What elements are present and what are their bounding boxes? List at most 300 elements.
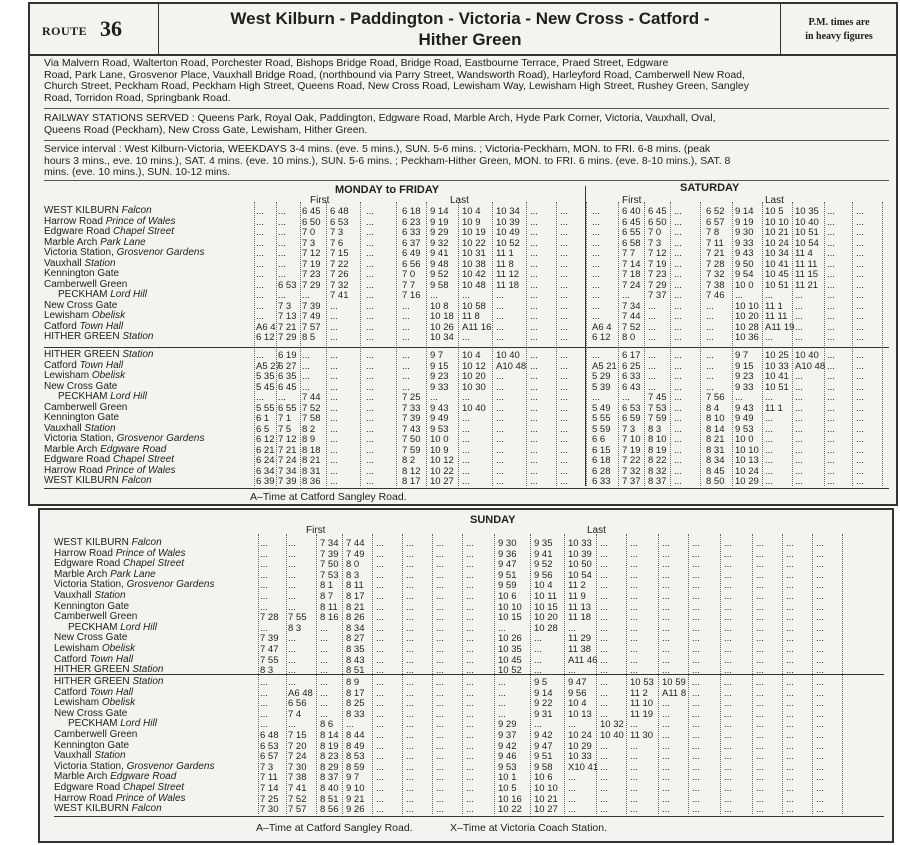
sun-down-cell: 7 55: [288, 612, 307, 624]
sat-up-cell: 6 53: [622, 402, 641, 414]
sat-down-cell: ...: [856, 321, 864, 333]
mf-up-cell: 10 22: [430, 465, 454, 477]
stop-main: Catford: [54, 653, 90, 665]
sun-down-cell: ...: [376, 654, 384, 666]
sun-down-cell: ...: [724, 665, 732, 677]
sun-up-cell: ...: [376, 719, 384, 731]
sun-up-cell: 9 21: [346, 793, 365, 805]
column-rule: [300, 202, 301, 486]
sun-down-cell: ...: [376, 548, 384, 560]
sun-up-cell: 9 37: [498, 730, 517, 741]
mf-down-cell: 7 3: [278, 300, 292, 312]
sat-up-cell: ...: [674, 381, 682, 393]
stop-main: Harrow Road: [44, 464, 106, 476]
sun-up-cell: 8 44: [346, 730, 365, 741]
stop-main: PECKHAM: [68, 621, 121, 633]
sun-up-cell: ...: [662, 708, 670, 720]
sat-down-cell: ...: [706, 311, 714, 322]
mf-down-cell: 10 18: [430, 311, 454, 322]
sun-up-cell: ...: [630, 751, 638, 763]
weekday-saturday-timetable: [28, 2, 898, 506]
mf-up-cell: ...: [560, 413, 568, 424]
sun-up-cell: ...: [816, 698, 824, 710]
mf-up-cell: ...: [330, 402, 338, 414]
mf-up-cell: ...: [366, 455, 374, 466]
sun-down-cell: ...: [630, 654, 638, 666]
sun-up-cell: ...: [786, 772, 794, 784]
sat-down-cell: 10 45: [765, 269, 789, 280]
mf-down-cell: ...: [366, 269, 374, 280]
sat-down-cell: ...: [674, 321, 682, 333]
sat-down-cell: ...: [592, 248, 600, 259]
sun-up-cell: 8 17: [346, 687, 365, 699]
mf-down-cell: 9 58: [430, 279, 449, 291]
sat-down-cell: 7 34: [622, 300, 641, 312]
mf-up-cell: ...: [462, 455, 470, 466]
mf-up-cell: ...: [366, 465, 374, 477]
mf-up-cell: ...: [496, 402, 504, 414]
mf-down-cell: ...: [530, 258, 538, 270]
sun-down-cell: ...: [756, 548, 764, 560]
sun-down-cell: ...: [756, 591, 764, 602]
sun-up-cell: 9 42: [534, 730, 553, 741]
mf-down-cell: 11 1: [496, 248, 514, 259]
divider: [44, 180, 889, 181]
sun-down-cell: 10 26: [498, 633, 522, 645]
mf-down-cell: 9 48: [430, 258, 449, 270]
sun-up-cell: 10 1: [498, 772, 517, 784]
sun-up-cell: 10 6: [534, 772, 553, 784]
mf-down-cell: 7 57: [302, 321, 321, 333]
sat-down-cell: 10 10: [765, 216, 789, 228]
mf-down-cell: 10 38: [462, 258, 486, 270]
sun-down-cell: 10 11: [534, 591, 558, 602]
sun-up-cell: 8 19: [320, 740, 339, 752]
sun-up-cell: ...: [466, 740, 474, 752]
mf-up-cell: A10 48: [496, 360, 527, 372]
mf-up-cell: ...: [462, 423, 470, 435]
stop-main: Victoria Station,: [54, 760, 127, 772]
mf-up-cell: ...: [560, 444, 568, 456]
mf-up-cell: 6 35: [278, 371, 297, 382]
section-rule: [44, 347, 889, 348]
mf-down-cell: 10 49: [496, 227, 520, 238]
sat-down-cell: 10 0: [735, 279, 754, 291]
mf-down-cell: ...: [256, 300, 264, 312]
sat-down-cell: ...: [856, 311, 864, 322]
stop-main: HITHER GREEN: [54, 676, 133, 687]
sun-down-cell: ...: [406, 633, 414, 645]
sun-up-cell: ...: [498, 677, 506, 688]
mf-down-cell: ...: [530, 248, 538, 259]
mf-up-cell: 6 24: [256, 455, 275, 466]
sun-down-cell: 11 2: [568, 580, 586, 592]
sun-up-cell: ...: [724, 687, 732, 699]
sun-up-cell: 7 14: [260, 783, 279, 794]
sun-up-cell: ...: [436, 740, 444, 752]
mf-up-cell: ...: [462, 413, 470, 424]
sun-up-cell: ...: [498, 687, 506, 699]
sun-down-cell: ...: [756, 622, 764, 634]
sun-up-cell: 9 42: [498, 740, 517, 752]
sat-down-cell: ...: [674, 300, 682, 312]
sat-down-cell: 7 21: [706, 248, 725, 259]
mf-up-cell: 9 23: [430, 371, 449, 382]
sat-up-cell: ...: [765, 465, 773, 477]
sun-down-cell: ...: [630, 559, 638, 571]
mf-up-cell: ...: [496, 371, 504, 382]
sat-up-cell: ...: [827, 392, 835, 403]
stop-main: Kennington Gate: [54, 600, 130, 612]
sun-up-cell: ...: [600, 772, 608, 784]
mf-down-cell: ...: [560, 321, 568, 333]
sun-down-cell: ...: [662, 665, 670, 677]
pm-note: [789, 16, 889, 44]
sun-down-cell: ...: [724, 569, 732, 581]
sun-down-cell: ...: [376, 601, 384, 613]
roads-line: Via Malvern Road, Walterton Road, Porchester Road, Bishops Bridge Road, Bridge Road, Eastbourne Terrace, Praed Street, Edgware: [44, 57, 669, 69]
sun-down-cell: ...: [376, 538, 384, 549]
sun-up-cell: ...: [320, 698, 328, 710]
mf-down-cell: ...: [256, 258, 264, 270]
sun-down-cell: ...: [662, 559, 670, 571]
sun-up-cell: ...: [288, 719, 296, 731]
sat-down-cell: ...: [856, 300, 864, 312]
sat-down-cell: ...: [827, 206, 835, 217]
sat-down-cell: 7 23: [648, 269, 667, 280]
mf-up-cell: 8 31: [302, 465, 321, 477]
mf-down-cell: 7 41: [330, 290, 349, 301]
mf-up-cell: 10 40: [462, 402, 486, 414]
sun-down-cell: ...: [662, 633, 670, 645]
sun-down-cell: ...: [630, 665, 638, 677]
sun-up-cell: ...: [816, 687, 824, 699]
sat-down-cell: 11 11: [795, 258, 818, 270]
mf-down-cell: ...: [560, 237, 568, 249]
sat-up-cell: ...: [795, 444, 803, 456]
sat-down-cell: ...: [674, 269, 682, 280]
sun-down-cell: ...: [786, 548, 794, 560]
mf-down-cell: 10 34: [430, 332, 454, 343]
sat-down-cell: 9 50: [735, 258, 754, 270]
column-rule: [732, 202, 733, 486]
sun-down-cell: ...: [662, 569, 670, 581]
sun-down-cell: ...: [320, 644, 328, 655]
sun-down-cell: ...: [816, 538, 824, 549]
sun-down-cell: ...: [786, 591, 794, 602]
stop-location: Falcon: [131, 803, 162, 815]
sun-down-cell: ...: [786, 559, 794, 571]
sun-up-cell: 8 51: [320, 793, 339, 805]
sun-down-cell: ...: [662, 654, 670, 666]
stop-main: Vauxhall: [54, 590, 95, 601]
sun-up-cell: ...: [260, 677, 268, 688]
sun-up-cell: ...: [816, 730, 824, 741]
sun-down-cell: ...: [376, 559, 384, 571]
stop-main: Marble Arch: [44, 236, 101, 248]
sun-up-cell: ...: [630, 783, 638, 794]
sun-up-cell: A11 8: [662, 687, 687, 699]
sat-down-cell: ...: [592, 279, 600, 291]
mf-down-cell: ...: [496, 311, 504, 322]
sun-up-cell: 6 57: [260, 751, 279, 763]
sun-down-cell: ...: [466, 591, 474, 602]
mf-down-cell: ...: [430, 290, 438, 301]
sun-down-cell: ...: [288, 644, 296, 655]
sat-up-cell: ...: [827, 402, 835, 414]
mf-up-cell: ...: [302, 350, 310, 361]
stop-location: Obelisk: [91, 370, 126, 381]
sun-up-cell: ...: [816, 804, 824, 816]
sun-up-cell: ...: [724, 740, 732, 752]
sat-up-cell: ...: [765, 392, 773, 403]
sun-down-cell: ...: [436, 633, 444, 645]
mf-down-cell: ...: [530, 279, 538, 291]
sun-down-cell: ...: [406, 644, 414, 655]
sun-up-cell: ...: [692, 708, 700, 720]
sun-down-cell: ...: [466, 633, 474, 645]
mf-up-cell: ...: [530, 423, 538, 435]
stop-main: Kennington Gate: [54, 739, 130, 751]
stop-name: [44, 332, 153, 343]
sun-up-cell: ...: [786, 751, 794, 763]
sun-down-cell: 8 51: [346, 665, 365, 677]
sat-down-cell: 11 11: [765, 311, 788, 322]
sun-down-cell: ...: [288, 538, 296, 549]
sun-down-cell: ...: [786, 654, 794, 666]
mf-down-cell: 9 41: [430, 248, 449, 259]
sun-up-cell: ...: [786, 793, 794, 805]
mf-down-cell: 10 4: [462, 206, 481, 217]
sun-down-cell: ...: [692, 622, 700, 634]
column-rule: [700, 202, 701, 486]
sat-down-cell: ...: [735, 290, 743, 301]
sun-up-cell: 7 41: [288, 783, 307, 794]
sun-up-cell: 8 33: [346, 708, 365, 720]
sun-up-cell: ...: [466, 751, 474, 763]
mf-down-cell: 6 48: [330, 206, 349, 217]
sun-up-cell: ...: [816, 719, 824, 731]
mf-up-cell: ...: [256, 350, 264, 361]
sun-up-cell: 10 10: [534, 783, 558, 794]
sun-down-cell: ...: [756, 612, 764, 624]
sun-up-cell: 8 9: [346, 677, 360, 688]
sat-down-cell: 7 37: [648, 290, 667, 301]
sat-up-cell: 8 22: [648, 455, 667, 466]
sun-up-cell: 8 40: [320, 783, 339, 794]
sat-up-cell: ...: [706, 371, 714, 382]
sat-up-cell: ...: [674, 350, 682, 361]
sun-down-cell: 9 36: [498, 548, 517, 560]
sat-down-cell: 7 32: [706, 269, 725, 280]
sun-down-cell: 7 39: [320, 548, 339, 560]
mf-up-cell: 10 0: [430, 434, 449, 445]
mf-up-cell: ...: [462, 392, 470, 403]
sat-up-cell: 9 49: [735, 413, 754, 424]
stop-main: Camberwell Green: [54, 611, 138, 623]
sun-up-cell: ...: [568, 804, 576, 816]
sun-up-cell: ...: [724, 772, 732, 784]
sun-up-cell: ...: [662, 772, 670, 784]
stop-location: Falcon: [131, 537, 162, 548]
sun-up-cell: ...: [320, 708, 328, 720]
mf-up-cell: ...: [430, 392, 438, 403]
sat-up-cell: ...: [674, 423, 682, 435]
sun-down-cell: ...: [692, 538, 700, 549]
stop-location: Station: [122, 331, 154, 342]
mf-down-cell: ...: [402, 311, 410, 322]
sun-down-cell: ...: [600, 580, 608, 592]
sat-up-cell: ...: [648, 381, 656, 393]
sat-up-cell: 6 33: [592, 476, 611, 487]
mf-down-cell: ...: [330, 300, 338, 312]
mf-down-cell: 10 9: [462, 216, 481, 228]
sat-down-cell: ...: [674, 290, 682, 301]
sun-up-cell: 10 13: [568, 708, 592, 720]
sun-down-cell: ...: [498, 622, 506, 634]
sun-down-cell: ...: [786, 601, 794, 613]
sun-up-cell: ...: [406, 698, 414, 710]
sat-up-cell: ...: [765, 476, 773, 487]
mf-down-cell: 6 53: [330, 216, 349, 228]
sat-down-cell: ...: [795, 290, 803, 301]
mf-up-cell: ...: [366, 413, 374, 424]
sun-down-cell: ...: [816, 559, 824, 571]
sun-down-cell: 7 34: [320, 538, 339, 549]
sat-up-cell: ...: [856, 423, 864, 435]
mf-up-cell: ...: [530, 402, 538, 414]
sun-down-cell: 10 39: [568, 548, 592, 560]
sun-down-cell: ...: [724, 591, 732, 602]
sunday-footnote-x: X–Time at Victoria Coach Station.: [450, 822, 607, 834]
sun-up-cell: 8 14: [320, 730, 339, 741]
sun-down-cell: 10 20: [534, 612, 558, 624]
column-rule: [644, 202, 645, 486]
mf-down-cell: ...: [402, 332, 410, 343]
sun-down-cell: ...: [376, 665, 384, 677]
section-rule: [54, 816, 884, 817]
mf-down-cell: ...: [278, 237, 286, 249]
mf-up-cell: 7 21: [278, 444, 297, 456]
sun-down-cell: ...: [466, 665, 474, 677]
sat-down-cell: ...: [622, 290, 630, 301]
sat-down-cell: 10 36: [735, 332, 759, 343]
mf-up-cell: ...: [560, 392, 568, 403]
sat-up-cell: ...: [827, 350, 835, 361]
sun-down-cell: ...: [816, 654, 824, 666]
sun-down-cell: ...: [600, 538, 608, 549]
mf-down-cell: 6 12: [256, 332, 275, 343]
sun-up-cell: ...: [376, 751, 384, 763]
mf-down-cell: ...: [278, 206, 286, 217]
sat-up-cell: 10 40: [795, 350, 819, 361]
sun-down-cell: ...: [756, 654, 764, 666]
sun-up-cell: ...: [756, 687, 764, 699]
sat-down-cell: 6 45: [648, 206, 667, 217]
stop-location: Station: [94, 750, 126, 762]
stop-location: Grosvenor Gardens: [116, 433, 205, 444]
sat-down-cell: 7 44: [622, 311, 641, 322]
sun-down-cell: ...: [320, 665, 328, 677]
sun-down-cell: ...: [436, 538, 444, 549]
sat-up-cell: 9 7: [735, 350, 749, 361]
sat-down-cell: 10 5: [765, 206, 784, 217]
mf-down-cell: 11 8: [496, 258, 514, 270]
sat-up-cell: ...: [795, 423, 803, 435]
mf-down-cell: ...: [560, 269, 568, 280]
weekday-footnote: A–Time at Catford Sangley Road.: [250, 491, 407, 503]
mf-up-cell: 7 59: [402, 444, 421, 456]
mf-up-cell: ...: [366, 423, 374, 435]
sun-down-cell: 10 54: [568, 569, 592, 581]
sun-up-cell: 10 53: [630, 677, 654, 688]
sun-up-cell: ...: [600, 698, 608, 710]
sun-down-cell: 7 39: [260, 633, 279, 645]
route-roads: [44, 58, 889, 104]
sat-up-cell: ...: [706, 381, 714, 393]
mf-up-cell: ...: [330, 444, 338, 456]
sun-up-cell: ...: [600, 677, 608, 688]
mf-up-cell: 6 19: [278, 350, 297, 361]
sun-up-cell: 7 30: [260, 804, 279, 816]
sun-up-cell: ...: [786, 804, 794, 816]
sun-down-cell: ...: [288, 559, 296, 571]
sat-up-cell: ...: [765, 444, 773, 456]
mf-down-cell: ...: [530, 311, 538, 322]
sun-up-cell: 9 46: [498, 751, 517, 763]
stop-main: Vauxhall: [44, 257, 85, 269]
sun-up-cell: ...: [756, 793, 764, 805]
sat-up-cell: ...: [856, 392, 864, 403]
sun-down-cell: 9 35: [534, 538, 553, 549]
mf-down-cell: 10 39: [496, 216, 520, 228]
stop-main: New Cross Gate: [44, 380, 118, 392]
sat-up-cell: ...: [592, 350, 600, 361]
stop-main: Harrow Road: [44, 215, 106, 227]
sun-down-cell: ...: [600, 654, 608, 666]
mf-down-cell: ...: [530, 321, 538, 333]
stop-main: Marble Arch: [54, 771, 111, 783]
sun-up-cell: ...: [436, 698, 444, 710]
sun-up-cell: ...: [692, 740, 700, 752]
sun-down-cell: ...: [724, 559, 732, 571]
sat-down-cell: ...: [827, 311, 835, 322]
sat-down-cell: 10 34: [765, 248, 789, 259]
sun-down-cell: 10 45: [498, 654, 522, 666]
sun-down-cell: ...: [288, 580, 296, 592]
sat-down-cell: 6 50: [648, 216, 667, 228]
sun-up-cell: ...: [724, 793, 732, 805]
sun-down-cell: ...: [406, 559, 414, 571]
sun-up-cell: 7 20: [288, 740, 307, 752]
sat-down-cell: ...: [674, 332, 682, 343]
sat-up-cell: 6 59: [622, 413, 641, 424]
sun-up-cell: ...: [662, 804, 670, 816]
sun-up-cell: 9 22: [534, 698, 553, 710]
sat-up-cell: ...: [674, 392, 682, 403]
sun-down-cell: ...: [600, 633, 608, 645]
sun-up-cell: 7 24: [288, 751, 307, 763]
sat-down-cell: ...: [592, 258, 600, 270]
sun-down-cell: ...: [816, 580, 824, 592]
sun-up-cell: ...: [692, 677, 700, 688]
mf-down-cell: 10 8: [430, 300, 449, 312]
sun-up-cell: 8 29: [320, 761, 339, 773]
sun-up-cell: ...: [724, 761, 732, 773]
sat-down-cell: 7 8: [706, 227, 720, 238]
sun-down-cell: ...: [260, 548, 268, 560]
mf-up-cell: 6 12: [256, 434, 275, 445]
